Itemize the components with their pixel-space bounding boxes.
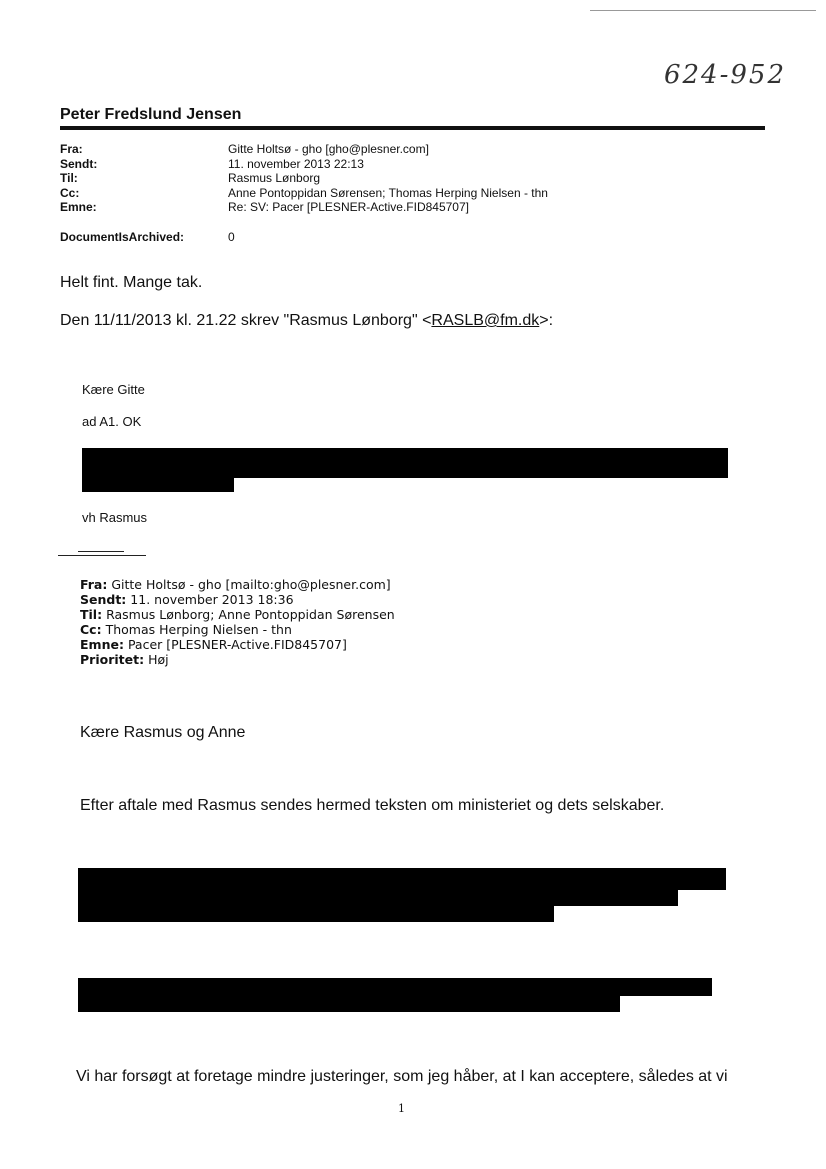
- header-rule: [60, 126, 765, 130]
- document-archived-row: [60, 230, 235, 244]
- header-row-cc: [60, 186, 548, 201]
- header-key: Cc:: [60, 185, 80, 200]
- fwd-priority: [80, 652, 395, 667]
- redaction-block: [78, 994, 620, 1012]
- header-row-to: [60, 171, 548, 186]
- body-paragraph: Efter aftale med Rasmus sendes hermed teksten om ministeriet og dets selskaber.: [80, 797, 665, 814]
- fwd-key: Sendt:: [80, 592, 127, 607]
- redaction-block: [82, 448, 728, 478]
- fwd-key: Cc:: [80, 622, 102, 637]
- fwd-cc: [80, 622, 395, 637]
- fwd-sent: [80, 592, 395, 607]
- fwd-key: Emne:: [80, 637, 124, 652]
- fwd-value: Pacer [PLESNER-Active.FID845707]: [127, 637, 347, 652]
- fwd-value: Rasmus Lønborg; Anne Pontoppidan Sørensen: [106, 607, 395, 622]
- doc-archived-key: DocumentIsArchived:: [60, 230, 185, 244]
- fwd-key: Til:: [80, 607, 103, 622]
- header-row-subject: [60, 200, 548, 215]
- scan-top-line: [590, 10, 816, 11]
- header-key: Fra:: [60, 142, 83, 156]
- forwarded-header: [80, 577, 395, 667]
- redaction-block: [78, 904, 554, 922]
- fwd-value: Gitte Holtsø - gho [mailto:gho@plesner.com]: [111, 577, 391, 592]
- sender-name: Peter Fredslund Jensen: [60, 106, 242, 123]
- redaction-block: [82, 476, 234, 492]
- body-paragraph: Vi har forsøgt at foretage mindre justeringer, som jeg håber, at I kan acceptere, således at vi: [76, 1068, 728, 1085]
- fwd-value: Høj: [148, 652, 169, 667]
- email-link[interactable]: RASLB@fm.dk: [431, 312, 540, 329]
- header-row-sent: [60, 157, 548, 172]
- header-value: 11. november 2013 22:13: [228, 156, 364, 171]
- fwd-value: Thomas Herping Nielsen - thn: [105, 622, 292, 637]
- fwd-from: [80, 577, 395, 592]
- handwritten-note: 624-952: [663, 60, 786, 90]
- page-number: 1: [398, 1102, 405, 1115]
- quote-intro-post: >:: [539, 312, 554, 329]
- fwd-key: Prioritet:: [80, 652, 145, 667]
- email-header: [60, 142, 548, 215]
- fwd-key: Fra:: [80, 577, 108, 592]
- body-greeting: Kære Rasmus og Anne: [80, 724, 246, 741]
- separator-line: [58, 555, 146, 556]
- redaction-block: [78, 868, 726, 890]
- fwd-subject: [80, 637, 395, 652]
- header-value: Rasmus Lønborg: [228, 171, 321, 185]
- header-key: Emne:: [60, 200, 97, 214]
- quote-intro-pre: Den 11/11/2013 kl. 21.22 skrev "Rasmus Lønborg" <: [60, 312, 432, 329]
- fwd-to: [80, 607, 395, 622]
- header-value: Anne Pontoppidan Sørensen; Thomas Herping Nielsen - thn: [228, 185, 548, 200]
- header-row-from: [60, 142, 548, 157]
- quoted-greeting: Kære Gitte: [82, 382, 145, 397]
- quoted-ad-line: ad A1. OK: [82, 414, 142, 429]
- reply-text: Helt fint. Mange tak.: [60, 274, 203, 291]
- quoted-signoff: vh Rasmus: [82, 510, 148, 525]
- header-value: Re: SV: Pacer [PLESNER-Active.FID845707]: [228, 200, 469, 214]
- separator-line: [78, 551, 124, 552]
- header-key: Sendt:: [60, 156, 98, 171]
- doc-archived-value: 0: [228, 230, 235, 244]
- header-value: Gitte Holtsø - gho [gho@plesner.com]: [228, 142, 429, 156]
- fwd-value: 11. november 2013 18:36: [130, 592, 294, 607]
- header-key: Til:: [60, 171, 78, 185]
- quote-intro: [60, 312, 553, 330]
